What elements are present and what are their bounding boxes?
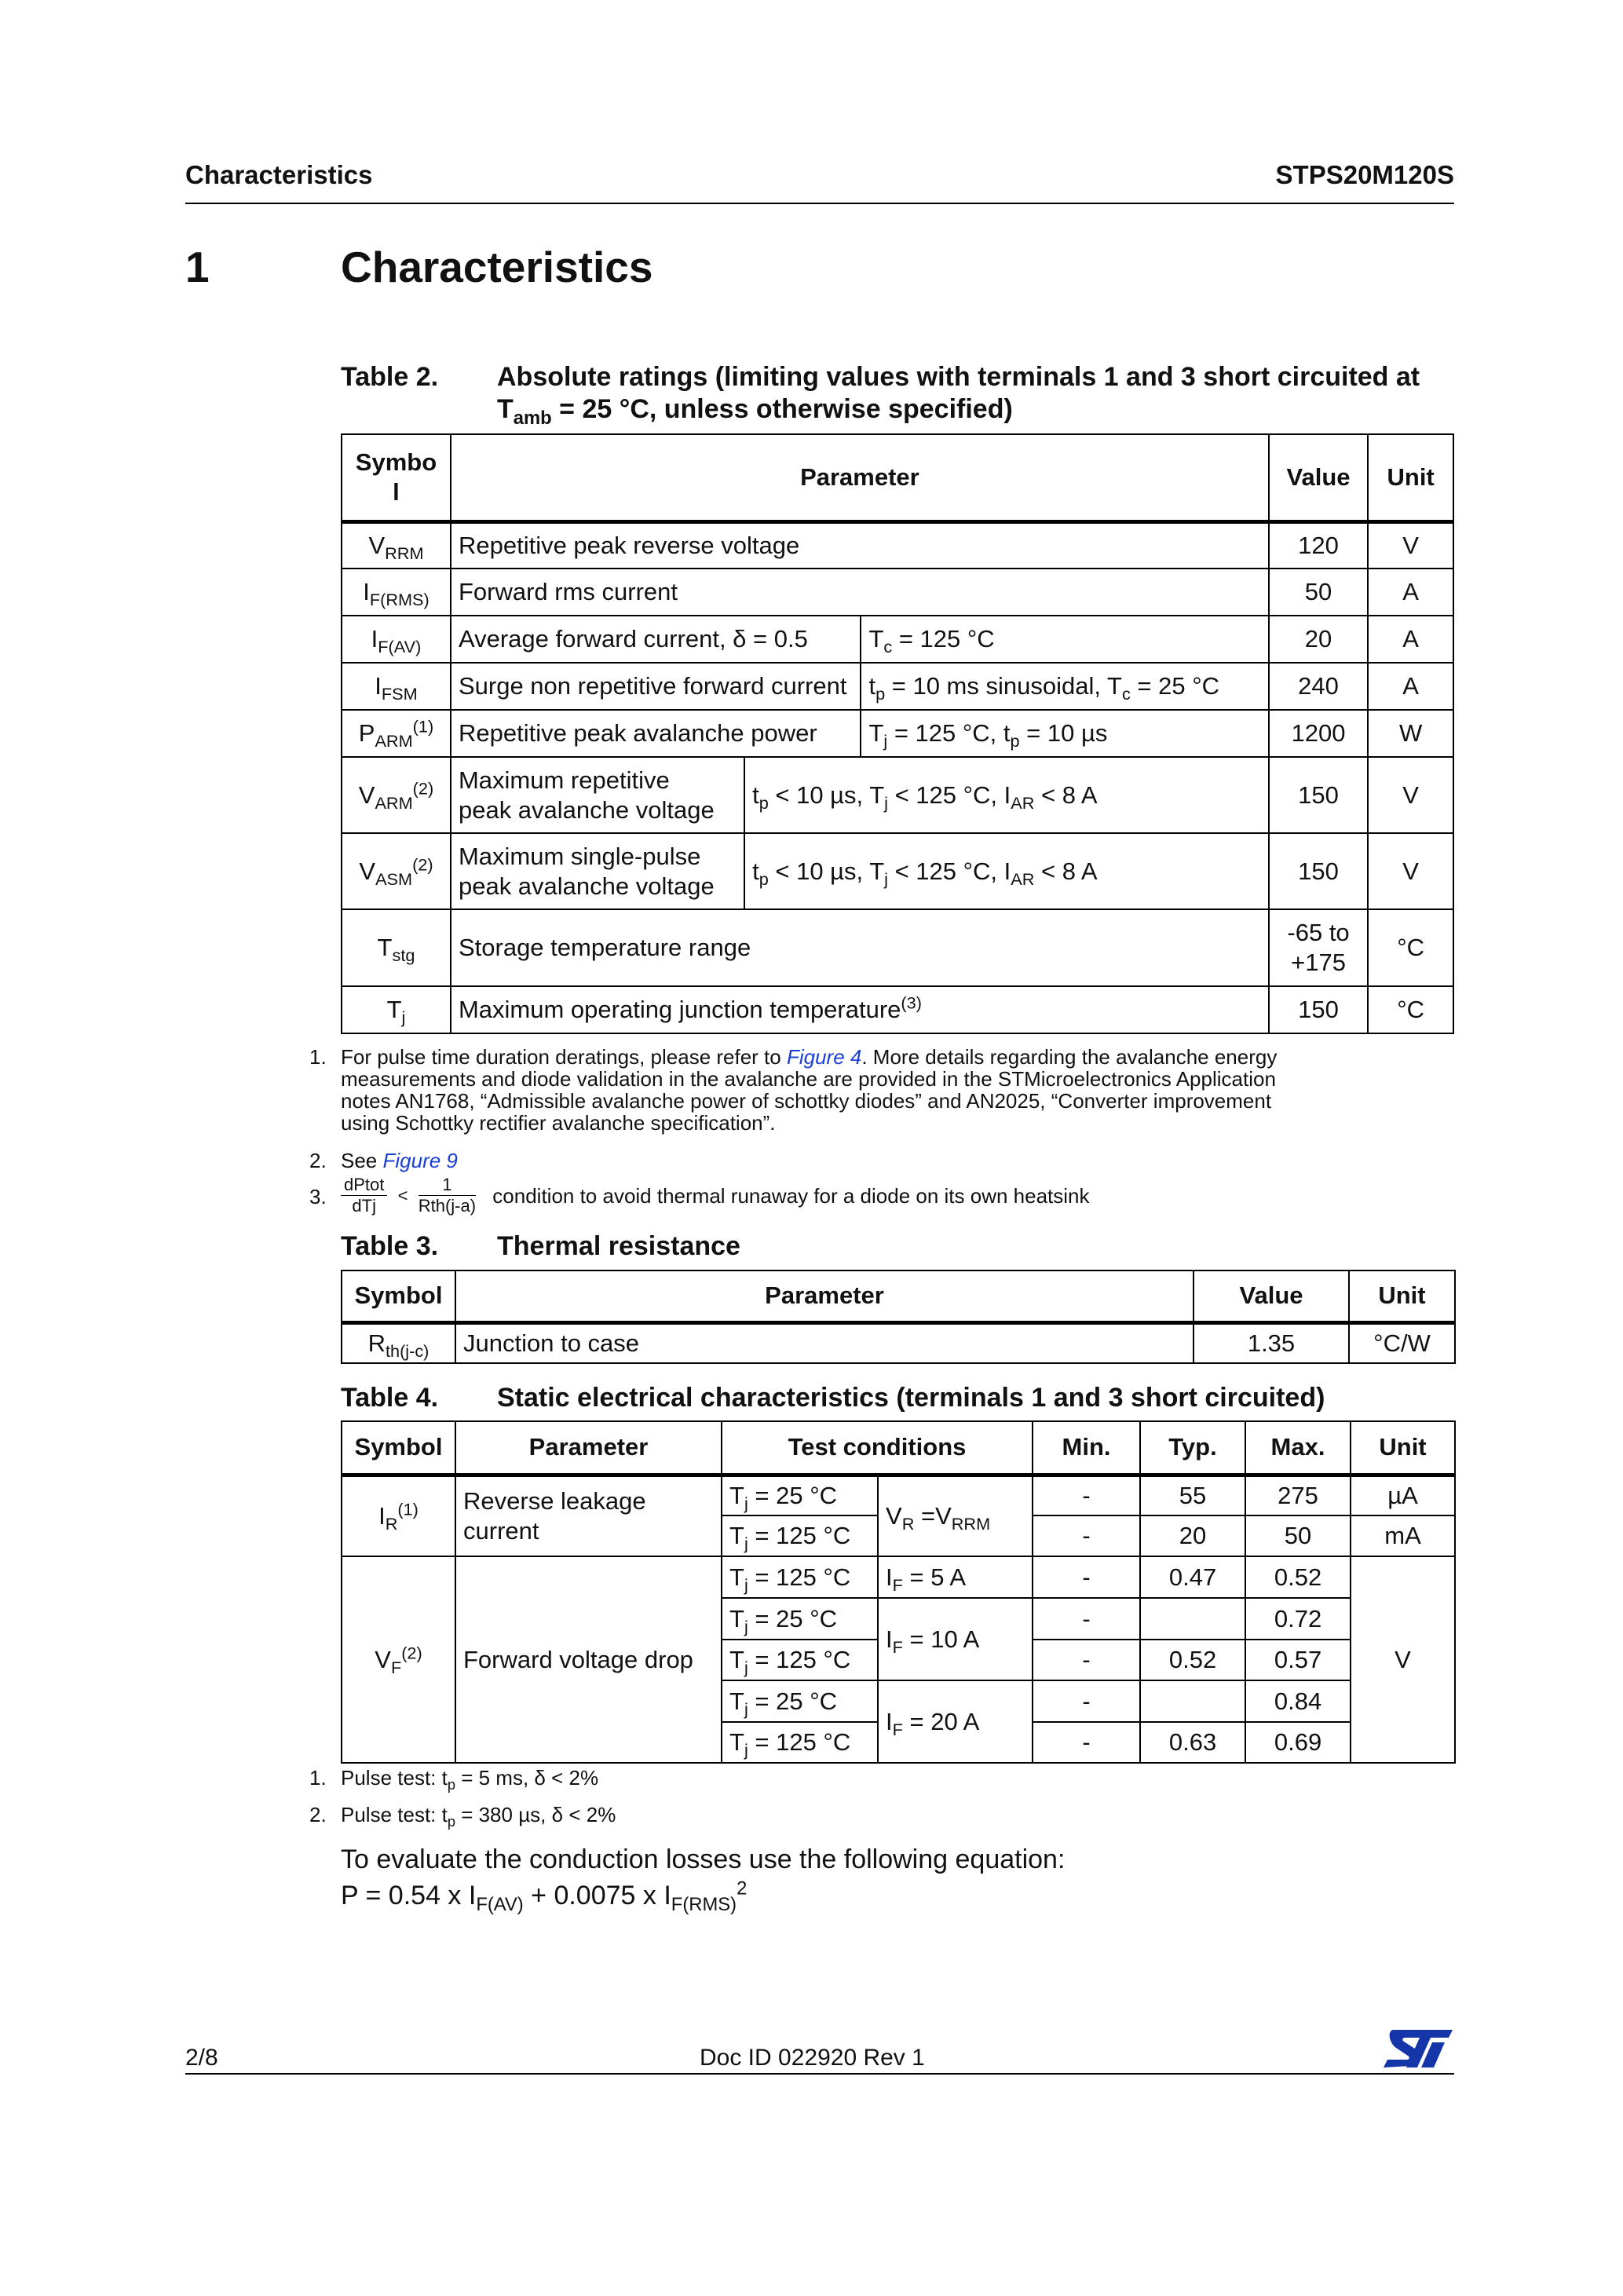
figure-4-link[interactable]: Figure 4 <box>786 1045 862 1069</box>
unit-cell: A <box>1368 616 1453 663</box>
parameter-cell: Repetitive peak reverse voltage <box>451 521 1269 569</box>
thermal-resistance-table <box>341 1270 1456 1364</box>
max-cell: 0.72 <box>1245 1598 1351 1640</box>
symbol-cell: $V_{ARM}^{(2)}$ <box>342 757 451 833</box>
condition-cell: $T_j = 125$ °C, $t_p = 10$ µs <box>861 710 1268 757</box>
col-header-unit: Unit <box>1349 1270 1455 1322</box>
table-row <box>342 833 1453 909</box>
symbol-cell: $R_{th(j-c)}$ <box>342 1322 455 1363</box>
value-cell: 1200 <box>1269 710 1368 757</box>
min-cell: - <box>1033 1556 1140 1598</box>
col-header-value: Value <box>1193 1270 1349 1322</box>
max-cell: 50 <box>1245 1515 1351 1556</box>
symbol-cell: $I_{F(RMS)}$ <box>342 569 451 616</box>
col-header-parameter: Parameter <box>451 434 1269 521</box>
table2-title-line2: $T_{amb} = 25$ °C, unless otherwise specified) <box>497 394 1013 429</box>
max-cell: 0.84 <box>1245 1680 1351 1722</box>
value-cell: -65 to +175 <box>1269 909 1368 986</box>
min-cell: - <box>1033 1598 1140 1640</box>
symbol-cell: $V_{ASM}^{(2)}$ <box>342 833 451 909</box>
parameter-cell: Maximum single-pulse peak avalanche voltage <box>451 833 744 909</box>
max-cell: 0.69 <box>1245 1722 1351 1763</box>
table4-footnote-2: 2. Pulse test: $t_p = 380$ µs, δ < 2% <box>309 1803 616 1830</box>
col-header-typ: Typ. <box>1140 1421 1245 1475</box>
min-cell: - <box>1033 1640 1140 1680</box>
symbol-cell: $T_j$ <box>342 986 451 1033</box>
table-header-row <box>342 1270 1455 1322</box>
table2-footnote-1: 1. For pulse time duration deratings, please refer to Figure 4. More details regarding the avalanche energy measurements and diode validation in the avalanche are provided in the STMicroelectronics Application notes AN1768, “Admissible avalanche power of schottky diodes” and AN2025, “Converter improvement using Schottky rectifier avalanche specification”. <box>309 1045 1278 1135</box>
table2-caption <box>497 361 1463 429</box>
unit-cell: mA <box>1351 1515 1455 1556</box>
st-logo-icon <box>1382 2028 1454 2069</box>
table2-footnote-2: 2. See Figure 9 <box>309 1149 458 1172</box>
typ-cell: 55 <box>1140 1475 1245 1515</box>
tj-cell: $T_j = 125$ °C <box>722 1722 878 1763</box>
tj-cell: $T_j = 25$ °C <box>722 1598 878 1640</box>
col-header-parameter: Parameter <box>455 1270 1193 1322</box>
unit-cell: V <box>1368 757 1453 833</box>
col-header-unit: Unit <box>1351 1421 1455 1475</box>
min-cell: - <box>1033 1722 1140 1763</box>
min-cell: - <box>1033 1680 1140 1722</box>
unit-cell: A <box>1368 663 1453 710</box>
table-row <box>342 1322 1455 1363</box>
unit-cell: °C <box>1368 986 1453 1033</box>
value-cell: 150 <box>1269 986 1368 1033</box>
typ-cell: 0.63 <box>1140 1722 1245 1763</box>
value-cell: 50 <box>1269 569 1368 616</box>
unit-cell: V <box>1351 1556 1455 1763</box>
symbol-cell: $P_{ARM}^{(1)}$ <box>342 710 451 757</box>
typ-cell <box>1140 1680 1245 1722</box>
if-cell: $I_F = 5$ A <box>878 1556 1033 1598</box>
symbol-cell: $V_{RRM}$ <box>342 521 451 569</box>
table4-footnote-1: 1. Pulse test: $t_p = 5$ ms, δ < 2% <box>309 1766 599 1793</box>
vr-cell: $V_R =V_{RRM}$ <box>878 1475 1033 1556</box>
table2-footnote-3: 3. $\frac{\text{dPtot}}{\text{dTj}}$ < $\frac{1}{\text{Rth(j-a)}}$ condition to avoid thermal runaway for a diode on its own heatsink <box>309 1175 1090 1216</box>
tj-cell: $T_j = 125$ °C <box>722 1515 878 1556</box>
value-cell: 20 <box>1269 616 1368 663</box>
rth-fraction: $\frac{1}{\text{Rth(j-a)}}$ <box>418 1175 477 1216</box>
symbol-cell: $I_{FSM}$ <box>342 663 451 710</box>
unit-cell: °C/W <box>1349 1322 1455 1363</box>
doc-id: Doc ID 022920 Rev 1 <box>700 2045 925 2071</box>
max-cell: 0.52 <box>1245 1556 1351 1598</box>
col-header-unit: Unit <box>1368 434 1453 521</box>
figure-9-link[interactable]: Figure 9 <box>382 1149 458 1172</box>
tj-cell: $T_j = 25$ °C <box>722 1475 878 1515</box>
footer-rule <box>185 2073 1454 2075</box>
table3-label: Table 3. <box>341 1231 439 1261</box>
symbol-cell: $I_R^{(1)}$ <box>342 1475 455 1556</box>
condition-cell: $t_p < 10$ µs, $T_j < 125$ °C, $I_{AR} < 8$ A <box>744 833 1269 909</box>
parameter-cell: Surge non repetitive forward current <box>451 663 861 710</box>
section-title: Characteristics <box>341 243 653 291</box>
parameter-cell: Junction to case <box>455 1322 1193 1363</box>
col-header-symbol: Symbol <box>342 1270 455 1322</box>
tj-cell: $T_j = 125$ °C <box>722 1640 878 1680</box>
table-row <box>342 616 1453 663</box>
unit-cell: W <box>1368 710 1453 757</box>
col-header-symbol: Symbo l <box>342 434 451 521</box>
condition-cell: $T_c = 125$ °C <box>861 616 1268 663</box>
typ-cell: 0.47 <box>1140 1556 1245 1598</box>
parameter-cell: Average forward current, δ = 0.5 <box>451 616 861 663</box>
typ-cell <box>1140 1598 1245 1640</box>
table-row <box>342 710 1453 757</box>
symbol-cell: $T_{stg}$ <box>342 909 451 986</box>
table-row <box>342 757 1453 833</box>
min-cell: - <box>1033 1515 1140 1556</box>
max-cell: 275 <box>1245 1475 1351 1515</box>
col-header-value: Value <box>1269 434 1368 521</box>
value-cell: 240 <box>1269 663 1368 710</box>
value-cell: 150 <box>1269 757 1368 833</box>
static-electrical-table <box>341 1420 1456 1764</box>
table-row <box>342 1556 1455 1598</box>
table-row <box>342 909 1453 986</box>
max-cell: 0.57 <box>1245 1640 1351 1680</box>
parameter-cell: Forward rms current <box>451 569 1269 616</box>
table-row <box>342 986 1453 1033</box>
tj-cell: $T_j = 25$ °C <box>722 1680 878 1722</box>
parameter-cell: Maximum operating junction temperature$^{(3)}$ <box>451 986 1269 1033</box>
unit-cell: V <box>1368 833 1453 909</box>
table2-title-line1: Absolute ratings (limiting values with terminals 1 and 3 short circuited at <box>497 362 1420 392</box>
typ-cell: 0.52 <box>1140 1640 1245 1680</box>
absolute-ratings-table <box>341 433 1454 1034</box>
running-header-left: Characteristics <box>185 160 373 189</box>
if-cell: $I_F = 10$ A <box>878 1598 1033 1680</box>
symbol-cell: $V_F^{(2)}$ <box>342 1556 455 1763</box>
unit-cell: °C <box>1368 909 1453 986</box>
header-rule <box>185 203 1454 204</box>
parameter-cell: Reverse leakage current <box>455 1475 722 1556</box>
tj-cell: $T_j = 125$ °C <box>722 1556 878 1598</box>
page-number: 2/8 <box>185 2045 218 2071</box>
value-cell: 150 <box>1269 833 1368 909</box>
value-cell: 1.35 <box>1193 1322 1349 1363</box>
col-header-symbol: Symbol <box>342 1421 455 1475</box>
if-cell: $I_F = 20$ A <box>878 1680 1033 1763</box>
col-header-test-conditions: Test conditions <box>722 1421 1033 1475</box>
parameter-cell: Forward voltage drop <box>455 1556 722 1763</box>
unit-cell: V <box>1368 521 1453 569</box>
table-row <box>342 663 1453 710</box>
running-header-right: STPS20M120S <box>1275 160 1454 189</box>
parameter-cell: Storage temperature range <box>451 909 1269 986</box>
section-number: 1 <box>185 243 210 291</box>
table2-label: Table 2. <box>341 362 439 392</box>
value-cell: 120 <box>1269 521 1368 569</box>
dptot-fraction: $\frac{\text{dPtot}}{\text{dTj}}$ <box>341 1175 387 1216</box>
col-header-max: Max. <box>1245 1421 1351 1475</box>
table4-title: Static electrical characteristics (terminals 1 and 3 short circuited) <box>497 1383 1325 1413</box>
unit-cell: A <box>1368 569 1453 616</box>
st-logo <box>1382 2028 1454 2069</box>
col-header-min: Min. <box>1033 1421 1140 1475</box>
unit-cell: µA <box>1351 1475 1455 1515</box>
condition-cell: $t_p < 10$ µs, $T_j < 125$ °C, $I_{AR} < 8$ A <box>744 757 1269 833</box>
table3-title: Thermal resistance <box>497 1231 740 1261</box>
conduction-loss-equation: P = 0.54 x $I_{F(AV)} + 0.0075$ x $I_{F(RMS)}^2$ <box>341 1877 748 1915</box>
table-row <box>342 569 1453 616</box>
equation-intro: To evaluate the conduction losses use the following equation: <box>341 1844 1066 1874</box>
parameter-cell: Maximum repetitive peak avalanche voltage <box>451 757 744 833</box>
typ-cell: 20 <box>1140 1515 1245 1556</box>
min-cell: - <box>1033 1475 1140 1515</box>
table-header-row <box>342 1421 1455 1475</box>
table-row <box>342 1475 1455 1515</box>
symbol-cell: $I_{F(AV)}$ <box>342 616 451 663</box>
table-header-row <box>342 434 1453 521</box>
table4-label: Table 4. <box>341 1383 439 1413</box>
condition-cell: $t_p = 10$ ms sinusoidal, $T_c = 25$ °C <box>861 663 1268 710</box>
parameter-cell: Repetitive peak avalanche power <box>451 710 861 757</box>
table-row <box>342 521 1453 569</box>
col-header-parameter: Parameter <box>455 1421 722 1475</box>
